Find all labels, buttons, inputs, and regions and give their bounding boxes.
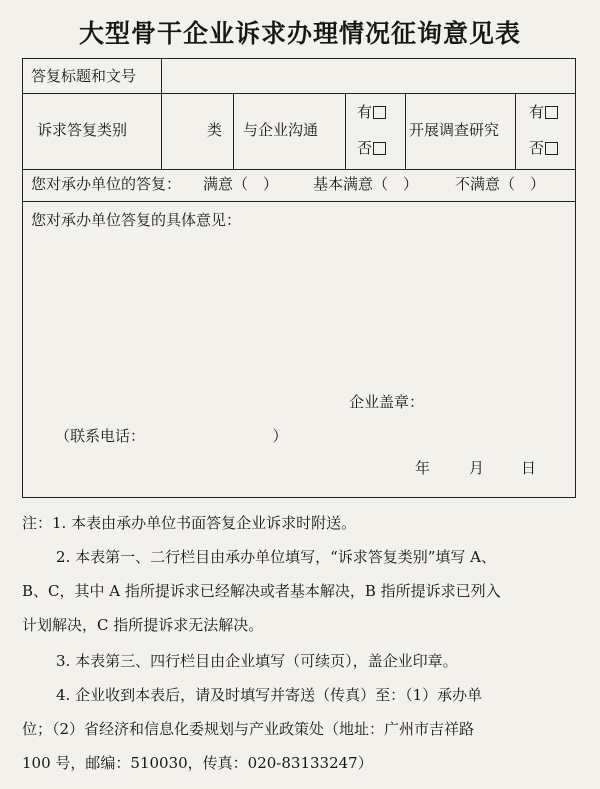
specific-opinion-field[interactable]: [29, 237, 569, 387]
note-2-line-3: 计划解决，C 指所提诉求无法解决。: [22, 616, 264, 634]
satisfaction-prompt: 您对承办单位的答复：: [31, 175, 182, 193]
reply-title-field[interactable]: [163, 61, 573, 91]
row-divider: [23, 93, 575, 94]
reply-title-label: 答复标题和文号: [31, 67, 137, 85]
reply-category-field[interactable]: [163, 95, 203, 167]
research-label: 开展调查研究: [409, 121, 500, 139]
column-divider: [233, 93, 234, 169]
note-2-line-2: B、C，其中 A 指所提诉求已经解决或者基本解决，B 指所提诉求已列入: [22, 582, 501, 600]
satisfied-option[interactable]: 满意（ ）: [203, 175, 279, 193]
column-divider: [345, 93, 346, 169]
communication-no-checkbox[interactable]: [373, 142, 386, 155]
column-divider: [515, 93, 516, 169]
contact-phone-field[interactable]: （联系电话： ）: [55, 427, 288, 445]
note-4-line-1: 4. 企业收到本表后，请及时填写并寄送（传真）至：（1）承办单: [56, 686, 483, 704]
note-3: 3. 本表第三、四行栏目由企业填写（可续页），盖企业印章。: [56, 652, 458, 670]
communication-no-option[interactable]: [357, 141, 386, 156]
date-year-label: 年: [415, 459, 431, 477]
reply-category-label: 诉求答复类别: [37, 121, 128, 139]
column-divider: [161, 93, 162, 169]
research-no-label: 否: [529, 139, 545, 157]
note-1: 注：1. 本表由承办单位书面答复企业诉求时附送。: [22, 514, 357, 532]
note-2-line-1: 2. 本表第一、二行栏目由承办单位填写，“诉求答复类别”填写 A、: [56, 548, 497, 566]
research-no-option[interactable]: [529, 141, 558, 156]
note-4-line-3: 100 号，邮编：510030，传真：020-83133247）: [22, 754, 373, 772]
dissatisfied-option[interactable]: 不满意（ ）: [455, 175, 546, 193]
research-yes-checkbox[interactable]: [545, 106, 558, 119]
form-title: 大型骨干企业诉求办理情况征询意见表: [78, 19, 521, 48]
basically-satisfied-option[interactable]: 基本满意（ ）: [313, 175, 419, 193]
feedback-form-table: [22, 58, 576, 498]
communication-no-label: 否: [357, 139, 373, 157]
date-month-label: 月: [469, 459, 485, 477]
column-divider: [161, 59, 162, 93]
communication-yes-option[interactable]: [357, 105, 386, 120]
research-yes-label: 有: [529, 103, 545, 121]
communication-label: 与企业沟通: [243, 121, 319, 139]
column-divider: [405, 93, 406, 169]
communication-yes-label: 有: [357, 103, 373, 121]
reply-category-suffix: 类: [207, 121, 223, 139]
communication-yes-checkbox[interactable]: [373, 106, 386, 119]
specific-opinion-prompt: 您对承办单位答复的具体意见：: [31, 211, 242, 229]
research-no-checkbox[interactable]: [545, 142, 558, 155]
date-day-label: 日: [521, 459, 537, 477]
row-divider: [23, 201, 575, 202]
note-4-line-2: 位；（2）省经济和信息化委规划与产业政策处（地址：广州市吉祥路: [22, 720, 475, 738]
company-seal-label: 企业盖章：: [349, 393, 425, 411]
row-divider: [23, 169, 575, 170]
research-yes-option[interactable]: [529, 105, 558, 120]
